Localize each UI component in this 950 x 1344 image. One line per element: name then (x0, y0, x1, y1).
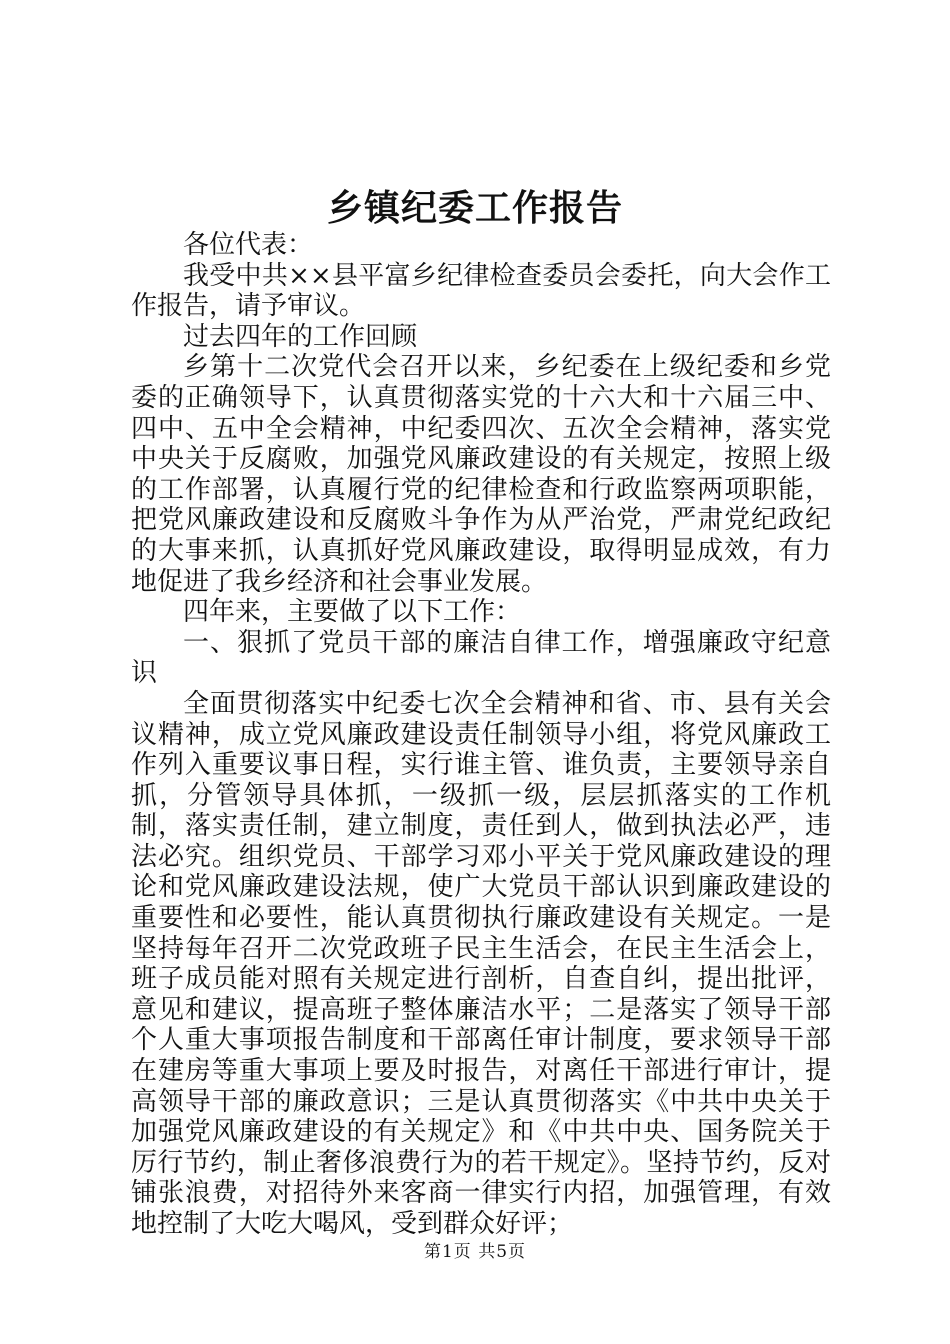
intro-paragraph: 我受中共××县平富乡纪律检查委员会委托，向大会作工作报告，请予审议。 (131, 260, 831, 322)
work-summary-lead: 四年来，主要做了以下工作： (183, 597, 522, 628)
document-body (131, 230, 831, 1240)
section-heading: 过去四年的工作回顾 (183, 321, 418, 352)
salutation: 各位代表： (183, 230, 314, 260)
document-title: 乡镇纪委工作报告 (326, 187, 623, 229)
subsection-heading: 一、狠抓了党员干部的廉洁自律工作，增强廉政守纪意识 (131, 627, 831, 689)
page-footer: 第1页 共5页 (423, 1242, 527, 1262)
body-paragraph: 全面贯彻落实中纪委七次全会精神和省、市、县有关会议精神，成立党风廉政建设责任制领导小组，将党风廉政工作列入重要议事日程，实行谁主管、谁负责，主要领导亲自抓，分管领导具体抓，一级抓一级，层层抓落实的工作机制，落实责任制，建立制度，责任到人，做到执法必严，违法必究。组织党员、干部学习邓小平关于党风廉政建设的理论和党风廉政建设法规，使广大党员干部认识到廉政建设的重要性和必要性，能认真贯彻执行廉政建设有关规定。一是坚持每年召开二次党政班子民主生活会，在民主生活会上，班子成员能对照有关规定进行剖析，自查自纠，提出批评，意见和建议，提高班子整体廉洁水平；二是落实了领导干部个人重大事项报告制度和干部离任审计制度，要求领导干部在建房等重大事项上要及时报告，对离任干部进行审计，提高领导干部的廉政意识；三是认真贯彻落实《中共中央关于加强党风廉政建设的有关规定》和《中共中央、国务院关于厉行节约，制止奢侈浪费行为的若干规定》。坚持节约，反对铺张浪费，对招待外来客商一律实行内招，加强管理，有效地控制了大吃大喝风，受到群众好评； (131, 688, 831, 1239)
review-paragraph: 乡第十二次党代会召开以来，乡纪委在上级纪委和乡党委的正确领导下，认真贯彻落实党的十六大和十六届三中、四中、五中全会精神，中纪委四次、五次全会精神，落实党中央关于反腐败，加强党风廉政建设的有关规定，按照上级的工作部署，认真履行党的纪律检查和行政监察两项职能，把党风廉政建设和反腐败斗争作为从严治党，严肃党纪政纪的大事来抓，认真抓好党风廉政建设，取得明显成效，有力地促进了我乡经济和社会事业发展。 (131, 352, 831, 597)
